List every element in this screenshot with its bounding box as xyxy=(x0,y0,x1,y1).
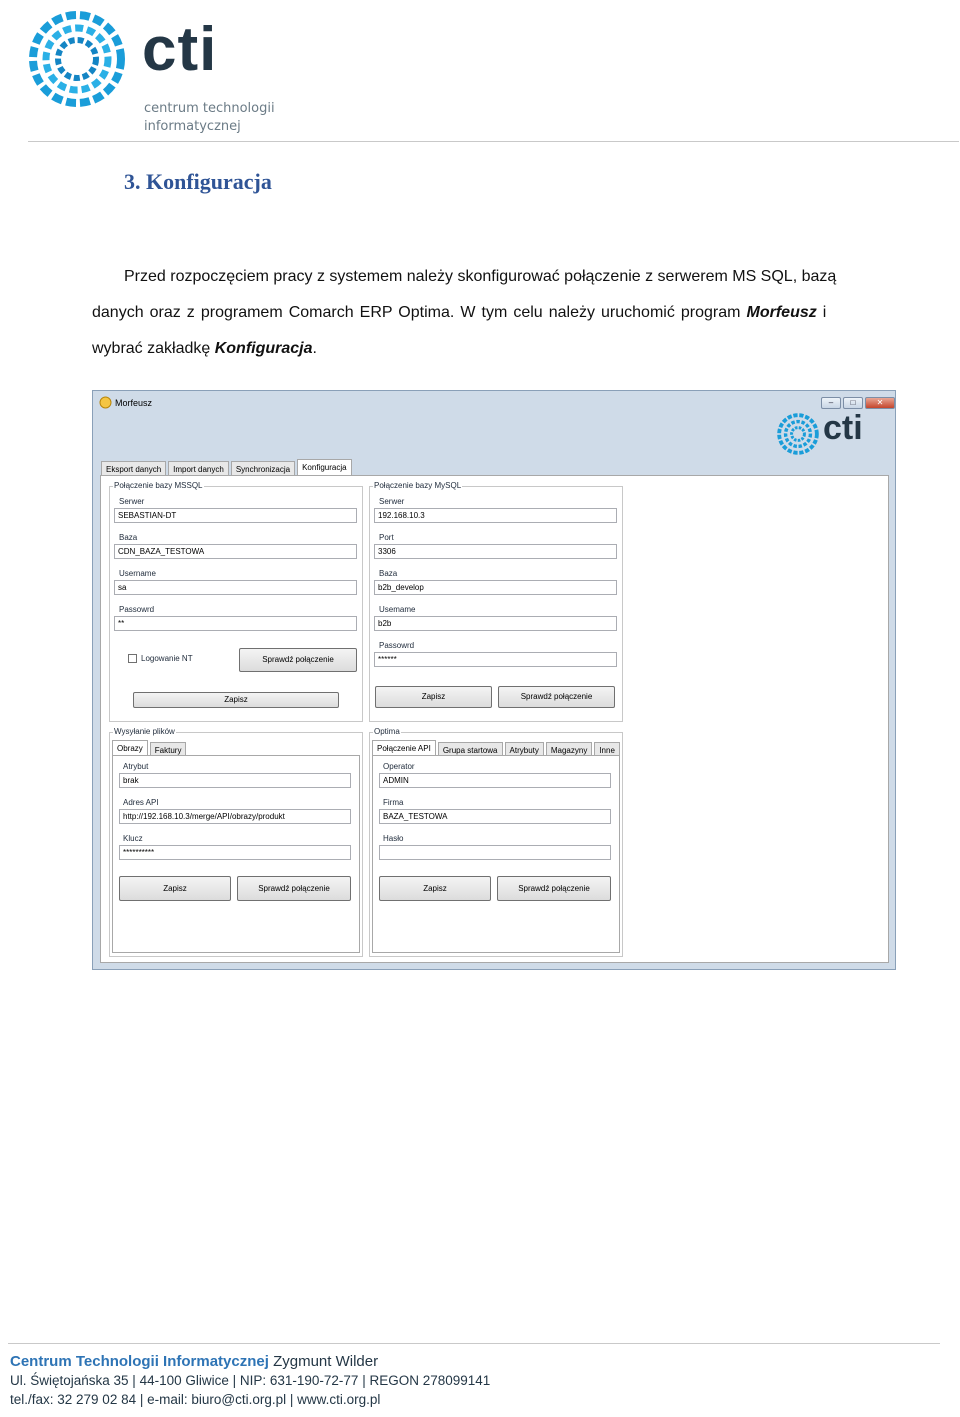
files-group xyxy=(109,727,363,957)
mssql-check-button[interactable]: Sprawdź połączenie xyxy=(239,648,357,672)
header-divider xyxy=(28,141,959,142)
logo-wordmark: cti xyxy=(142,15,218,84)
files-check-button[interactable]: Sprawdź połączenie xyxy=(237,876,351,901)
mssql-baza-label: Baza xyxy=(119,533,138,542)
mysql-baza-label: Baza xyxy=(379,569,398,578)
mysql-serwer-field[interactable]: 192.168.10.3 xyxy=(374,508,617,523)
logowanie-nt-checkbox[interactable] xyxy=(128,654,137,663)
mysql-username-label: Usemame xyxy=(379,605,416,614)
mysql-baza-field[interactable]: b2b_develop xyxy=(374,580,617,595)
files-tab-panel xyxy=(112,755,360,953)
operator-label: Operator xyxy=(383,762,415,771)
konfiguracja-panel xyxy=(100,475,889,963)
mysql-save-button[interactable]: Zapisz xyxy=(375,686,492,708)
firma-label: Firma xyxy=(383,798,404,807)
logo-subtitle-1: centrum technologii xyxy=(144,101,275,116)
mssql-serwer-label: Serwer xyxy=(119,497,145,506)
intro-line-3-tail: . xyxy=(312,340,317,357)
tab-atrybuty[interactable]: Atrybuty xyxy=(505,742,544,758)
tab-konfiguracja[interactable]: Konfiguracja xyxy=(297,459,351,477)
intro-line-2-text: danych oraz z programem Comarch ERP Optima. W tym celu należy uruchomić program xyxy=(92,304,747,321)
intro-line-3 xyxy=(92,338,317,359)
operator-field[interactable]: ADMIN xyxy=(379,773,611,788)
tab-eksport[interactable]: Eksport danych xyxy=(101,461,166,477)
mysql-port-label: Port xyxy=(379,533,394,542)
tab-faktury[interactable]: Faktury xyxy=(150,742,187,758)
tab-import[interactable]: Import danych xyxy=(168,461,229,477)
files-save-button[interactable]: Zapisz xyxy=(119,876,231,901)
files-group-label: Wysyłanie plików xyxy=(114,727,175,736)
minimize-button[interactable]: – xyxy=(821,397,841,409)
mysql-port-field[interactable]: 3306 xyxy=(374,544,617,559)
cti-emblem-icon xyxy=(28,10,126,108)
firma-field[interactable]: BAZA_TESTOWA xyxy=(379,809,611,824)
optima-group xyxy=(369,727,623,957)
window-logo-text: cti xyxy=(823,409,863,447)
cti-logo xyxy=(28,10,278,135)
mssql-password-field[interactable]: ** xyxy=(114,616,357,631)
footer-company-name: Centrum Technologii Informatycznej xyxy=(10,1353,269,1370)
window-logo-icon xyxy=(777,413,819,455)
tab-polaczenie-api[interactable]: Połączenie API xyxy=(372,740,436,758)
intro-line-1: Przed rozpoczęciem pracy z systemem należy skonfigurować połączenie z serwerem MS SQL, bazą xyxy=(124,268,837,285)
intro-line-2 xyxy=(92,302,896,323)
mysql-password-label: Passowrd xyxy=(379,641,415,650)
mysql-group xyxy=(369,481,623,722)
window-titlebar xyxy=(93,391,895,415)
mssql-group xyxy=(109,481,363,722)
mssql-username-field[interactable]: sa xyxy=(114,580,357,595)
optima-group-label: Optima xyxy=(374,727,400,736)
intro-line-2-tail: i xyxy=(816,304,827,321)
mysql-serwer-label: Serwer xyxy=(379,497,405,506)
footer-divider xyxy=(8,1343,940,1344)
mssql-save-button[interactable]: Zapisz xyxy=(133,692,339,708)
tab-name: Konfiguracja xyxy=(214,340,313,357)
haslo-field[interactable] xyxy=(379,845,611,860)
optima-save-button[interactable]: Zapisz xyxy=(379,876,491,901)
footer-company xyxy=(10,1353,378,1370)
program-name: Morfeusz xyxy=(746,304,817,321)
haslo-label: Hasło xyxy=(383,834,404,843)
window-title: Morfeusz xyxy=(115,398,153,408)
tab-grupa-startowa[interactable]: Grupa startowa xyxy=(438,742,503,758)
atrybut-label: Atrybut xyxy=(123,762,149,771)
logowanie-nt-label: Logowanie NT xyxy=(141,654,193,663)
intro-line-3-text: wybrać zakładkę xyxy=(92,340,215,357)
logo-subtitle-2: informatycznej xyxy=(144,119,241,134)
section-title: 3. Konfiguracja xyxy=(124,169,272,194)
optima-check-button[interactable]: Sprawdź połączenie xyxy=(497,876,611,901)
mssql-baza-field[interactable]: CDN_BAZA_TESTOWA xyxy=(114,544,357,559)
mssql-password-label: Passowrd xyxy=(119,605,155,614)
footer-owner: Zygmunt Wilder xyxy=(273,1353,379,1370)
tab-synchronizacja[interactable]: Synchronizacja xyxy=(231,461,295,477)
adres-api-label: Adres API xyxy=(123,798,159,807)
mssql-serwer-field[interactable]: SEBASTIAN-DT xyxy=(114,508,357,523)
morfeusz-window xyxy=(92,390,896,970)
mysql-username-field[interactable]: b2b xyxy=(374,616,617,631)
tab-magazyny[interactable]: Magazyny xyxy=(546,742,592,758)
tab-obrazy[interactable]: Obrazy xyxy=(112,740,148,758)
mysql-group-label: Połączenie bazy MySQL xyxy=(374,481,462,490)
mssql-group-label: Połączenie bazy MSSQL xyxy=(114,481,203,490)
tab-inne[interactable]: Inne xyxy=(594,742,620,758)
mysql-password-field[interactable]: ****** xyxy=(374,652,617,667)
adres-api-field[interactable]: http://192.168.10.3/merge/API/obrazy/produkt xyxy=(119,809,351,824)
mssql-username-label: Username xyxy=(119,569,156,578)
footer-contact: tel./fax: 32 279 02 84 | e-mail: biuro@cti.org.pl | www.cti.org.pl xyxy=(10,1392,381,1407)
app-icon xyxy=(99,396,112,409)
atrybut-field[interactable]: brak xyxy=(119,773,351,788)
optima-tab-panel xyxy=(372,755,620,953)
klucz-label: Klucz xyxy=(123,834,143,843)
close-button[interactable]: ✕ xyxy=(865,397,895,409)
maximize-button[interactable]: □ xyxy=(843,397,863,409)
klucz-field[interactable]: ********** xyxy=(119,845,351,860)
footer-address: Ul. Świętojańska 35 | 44-100 Gliwice | NIP: 631-190-72-77 | REGON 278099141 xyxy=(10,1373,491,1388)
mysql-check-button[interactable]: Sprawdź połączenie xyxy=(498,686,615,708)
